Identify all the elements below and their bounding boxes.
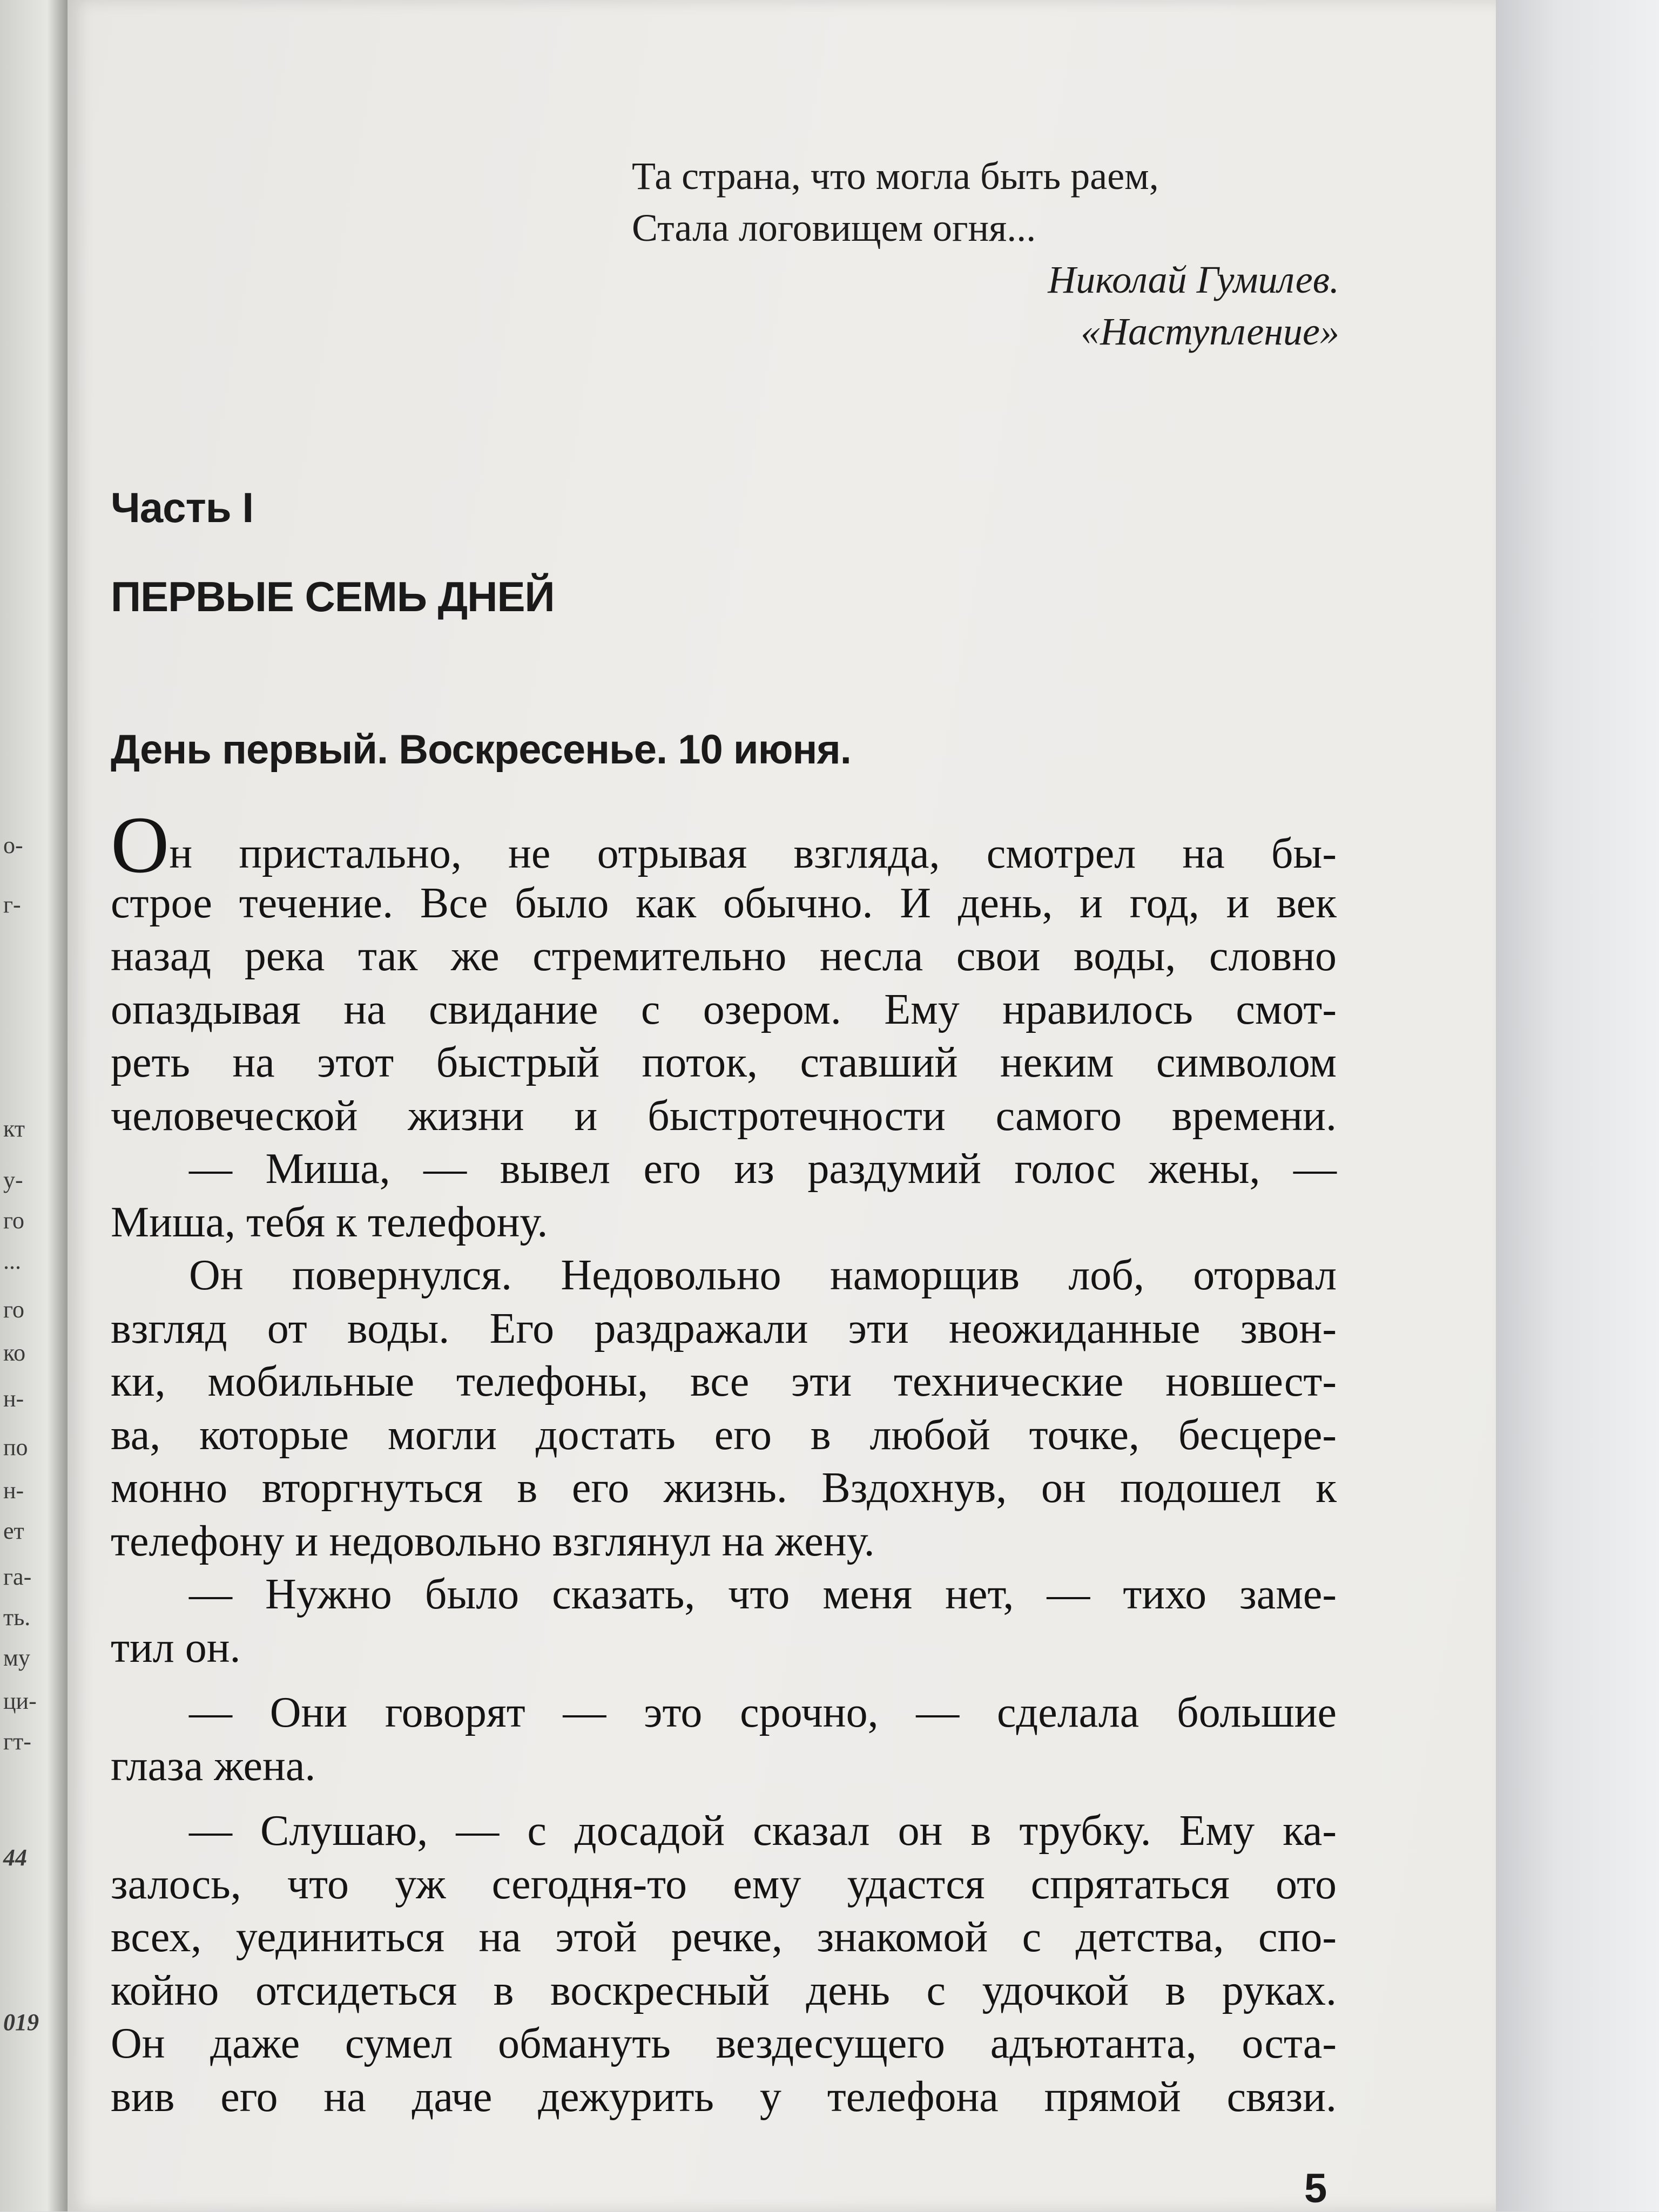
paragraph-line: Он повернулся. Недовольно наморщив лоб, оторвал <box>189 1252 1337 1299</box>
body-text <box>111 800 1337 2123</box>
paragraph-line: — Они говорят — это срочно, — сделала большие <box>189 1689 1337 1736</box>
paragraph-line: ва, которые могли достать его в любой точке, бесцере- <box>111 1411 1337 1459</box>
paragraph-line: тил он. <box>111 1624 241 1672</box>
paragraph-line: ки, мобильные телефоны, все эти технические новшест- <box>111 1358 1337 1405</box>
epigraph <box>583 150 1339 357</box>
left-page-fragment: о- <box>3 832 23 858</box>
left-page-fragment: 44 <box>3 1844 27 1871</box>
epigraph-source-title: «Наступление» <box>1081 310 1339 353</box>
background-surface <box>1491 0 1659 2211</box>
part-label: Часть I <box>111 484 254 531</box>
drop-cap: О <box>111 800 170 890</box>
epigraph-author: Николай Гумилев. <box>1048 258 1339 301</box>
left-page-fragment: го <box>3 1296 24 1323</box>
epigraph-line: Стала логовищем огня... <box>632 206 1036 249</box>
paragraph-line: глаза жена. <box>111 1742 316 1790</box>
left-page-fragment: го <box>3 1207 24 1234</box>
left-page-fragment: кт <box>3 1115 25 1142</box>
left-page-fragment: 019 <box>3 2009 39 2035</box>
paragraph-line: вив его на даче дежурить у телефона прямой связи. <box>111 2073 1337 2121</box>
paragraph-line: койно отсидеться в воскресный день с удочкой в руках. <box>111 1966 1337 2014</box>
part-title: ПЕРВЫЕ СЕМЬ ДНЕЙ <box>111 573 555 620</box>
left-page-fragment: ет <box>3 1518 24 1544</box>
paragraph-line: назад река так же стремительно несла свои воды, словно <box>111 932 1337 980</box>
left-page-fragment: по <box>3 1434 28 1460</box>
paragraph-line: телефону и недовольно взглянул на жену. <box>111 1517 875 1565</box>
paragraph-line: монно вторгнуться в его жизнь. Вздохнув, он подошел к <box>111 1464 1337 1512</box>
paragraph-line: реть на этот быстрый поток, ставший неким символом <box>111 1039 1337 1086</box>
page-number: 5 <box>1304 2166 1327 2211</box>
left-page-fragment: н- <box>3 1477 24 1504</box>
previous-page-edge <box>0 0 68 2211</box>
paragraph-line: — Миша, — вывел его из раздумий голос жены, — <box>189 1145 1337 1193</box>
left-page-fragment: ци- <box>3 1688 37 1714</box>
paragraph-line: Миша, тебя к телефону. <box>111 1198 548 1246</box>
paragraph-line: взгляд от воды. Его раздражали эти неожиданные звон- <box>111 1304 1337 1352</box>
book-page <box>68 0 1496 2211</box>
paragraph-line: строе течение. Все было как обычно. И день, и год, и век <box>111 879 1337 927</box>
left-page-fragment: ... <box>3 1248 21 1274</box>
paragraph-line: залось, что уж сегодня-то ему удастся спрятаться ото <box>111 1860 1337 1908</box>
left-page-fragment: н- <box>3 1385 24 1412</box>
chapter-heading: День первый. Воскресенье. 10 июня. <box>111 727 851 773</box>
paragraph-line: — Нужно было сказать, что меня нет, — тихо заме- <box>189 1571 1337 1618</box>
left-page-fragment: му <box>3 1645 30 1671</box>
epigraph-line: Та страна, что могла быть раем, <box>632 154 1159 198</box>
left-page-fragment: у- <box>3 1167 23 1193</box>
paragraph-line: всех, уединиться на этой речке, знакомой с детства, спо- <box>111 1913 1337 1961</box>
left-page-fragment: гт- <box>3 1728 31 1755</box>
paragraph-line: Он даже сумел обмануть вездесущего адъютанта, оста- <box>111 2020 1337 2067</box>
left-page-fragment: га- <box>3 1564 32 1590</box>
paragraph-line: человеческой жизни и быстротечности самого времени. <box>111 1092 1337 1140</box>
left-page-fragment: ть. <box>3 1604 31 1631</box>
left-page-fragment: ко <box>3 1340 26 1366</box>
paragraph-line: Он пристально, не отрывая взгляда, смотрел на бы- <box>111 800 1337 890</box>
paragraph-line: опаздывая на свидание с озером. Ему нравилось смот- <box>111 985 1337 1033</box>
paragraph-line: — Слушаю, — с досадой сказал он в трубку. Ему ка- <box>189 1807 1337 1855</box>
left-page-fragment: г- <box>3 891 21 918</box>
